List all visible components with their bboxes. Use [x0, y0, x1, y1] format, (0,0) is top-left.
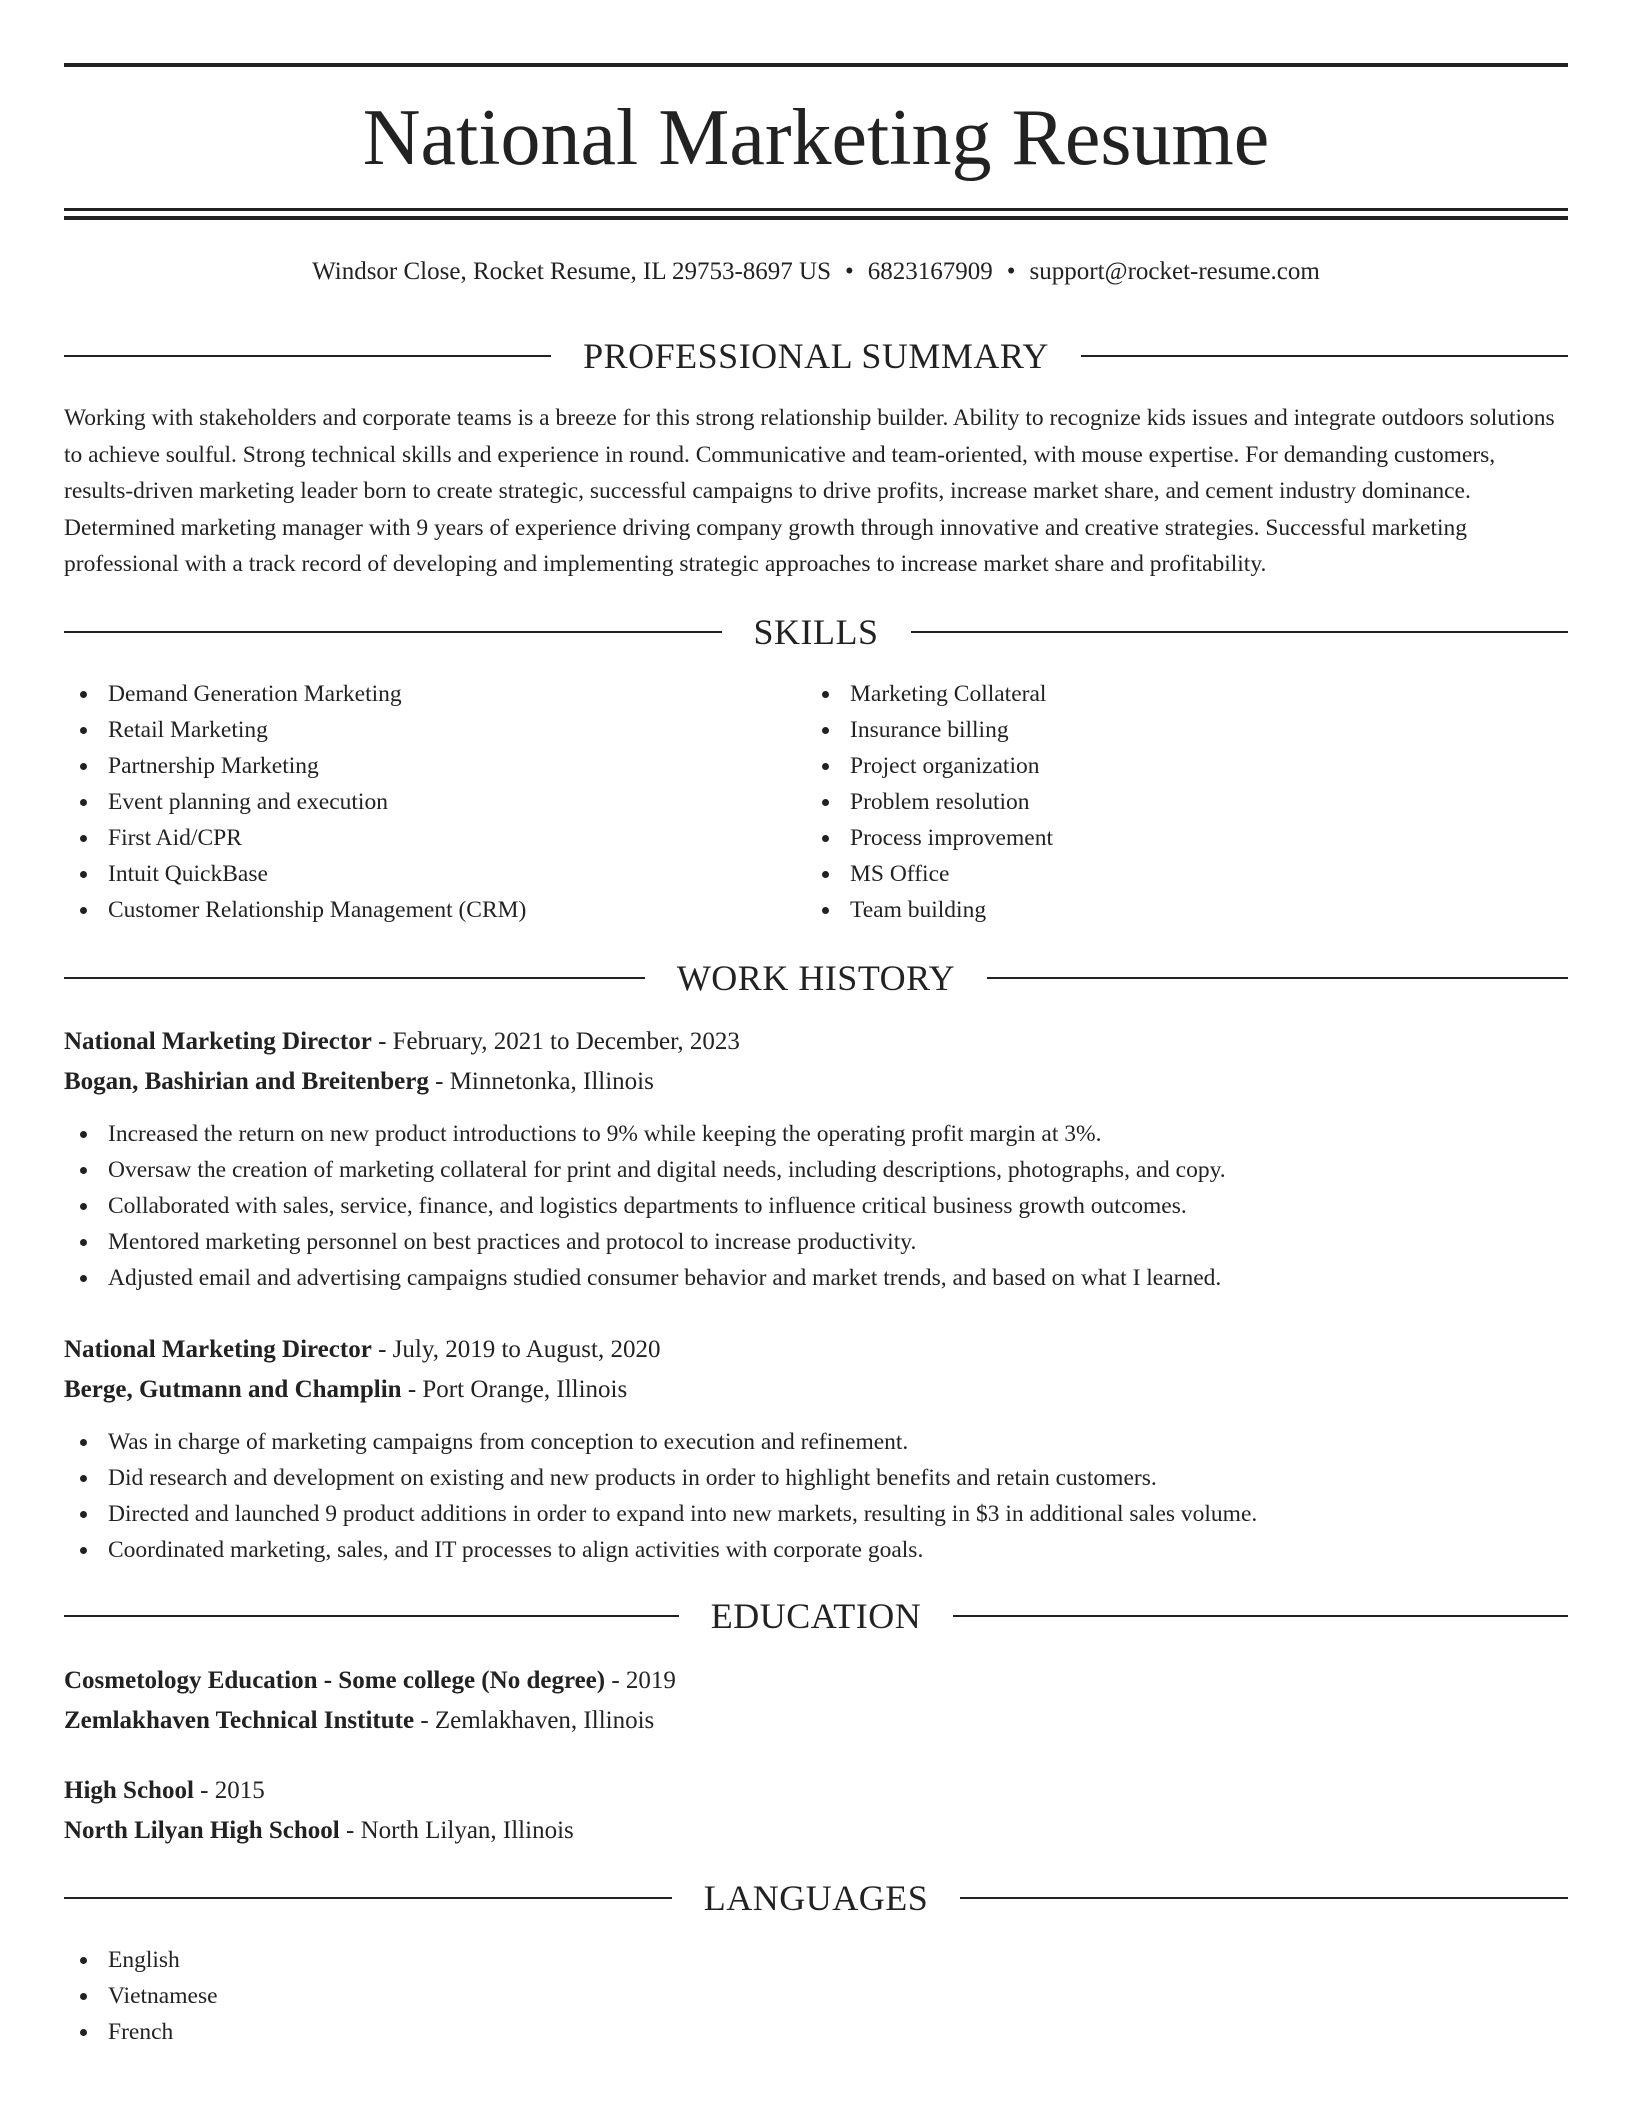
- job-bullet: Adjusted email and advertising campaigns studied consumer behavior and market trends, and based on what I learned.: [64, 1260, 1568, 1296]
- section-title-languages: LANGUAGES: [703, 1878, 929, 1918]
- section-title-education: EDUCATION: [710, 1596, 922, 1636]
- contact-address: Windsor Close, Rocket Resume, IL 29753-8697 US: [312, 258, 832, 285]
- language-item: Vietnamese: [64, 1978, 218, 2014]
- summary-text: Working with stakeholders and corporate teams is a breeze for this strong relationship builder. Ability to recognize kids issues and integrate outdoors solutions to achieve soulful. Strong technical skills and experience in round. Communicative and team-oriented, with mouse expertise. For demanding customers, results-driven marketing leader born to create strategic, successful campaigns to drive profits, increase market share, and cement industry dominance. Determined marketing manager with 9 years of experience driving company growth through innovative and creative strategies. Successful marketing professional with a track record of developing and implementing strategic approaches to increase market share and profitability.: [64, 405, 1555, 577]
- job-title: National Marketing Director: [64, 1336, 372, 1363]
- job-title-line: [64, 1330, 660, 1370]
- job-bullet: Increased the return on new product introductions to 9% while keeping the operating profit margin at 3%.: [64, 1116, 1568, 1152]
- skill-item: Event planning and execution: [64, 784, 526, 820]
- skill-item: Problem resolution: [806, 784, 1053, 820]
- skill-item: Customer Relationship Management (CRM): [64, 892, 526, 928]
- skill-item: Intuit QuickBase: [64, 856, 526, 892]
- education-year: - 2015: [193, 1777, 265, 1804]
- education-location: - Zemlakhaven, Illinois: [414, 1707, 655, 1734]
- section-rule: [1081, 355, 1568, 357]
- job-title: National Marketing Director: [64, 1028, 372, 1055]
- education-school: Zemlakhaven Technical Institute: [64, 1707, 415, 1734]
- title-rule-upper: [64, 208, 1568, 211]
- section-header-education: [64, 1592, 1568, 1640]
- skills-list-right: [806, 676, 1053, 928]
- job-company: Berge, Gutmann and Champlin: [64, 1376, 402, 1403]
- section-title-skills: SKILLS: [753, 612, 879, 652]
- contact-line: [64, 254, 1568, 290]
- title-rule-lower: [64, 216, 1568, 220]
- contact-phone: 6823167909: [867, 258, 993, 285]
- job-title-line: [64, 1022, 740, 1062]
- job-company-line: [64, 1370, 627, 1410]
- education-school: North Lilyan High School: [64, 1817, 340, 1844]
- section-title-summary: PROFESSIONAL SUMMARY: [583, 336, 1049, 376]
- job-bullets: [64, 1424, 1568, 1568]
- education-school-line: [64, 1811, 574, 1851]
- section-header-languages: [64, 1874, 1568, 1922]
- skill-item: Retail Marketing: [64, 712, 526, 748]
- section-rule: [64, 1615, 679, 1617]
- education-degree: Cosmetology Education - Some college (No degree): [64, 1667, 606, 1694]
- language-item: English: [64, 1942, 218, 1978]
- contact-separator: •: [1006, 258, 1016, 285]
- education-location: - North Lilyan, Illinois: [339, 1817, 574, 1844]
- section-header-summary: [64, 332, 1568, 380]
- job-location: - Port Orange, Illinois: [401, 1376, 628, 1403]
- education-degree-line: [64, 1771, 265, 1811]
- job-company-line: [64, 1062, 654, 1102]
- job-dates: - July, 2019 to August, 2020: [371, 1336, 661, 1363]
- section-header-work: [64, 954, 1568, 1002]
- job-bullet: Collaborated with sales, service, finance, and logistics departments to influence critical business growth outcomes.: [64, 1188, 1568, 1224]
- skill-item: Partnership Marketing: [64, 748, 526, 784]
- education-school-line: [64, 1701, 654, 1741]
- skill-item: Demand Generation Marketing: [64, 676, 526, 712]
- skill-item: Insurance billing: [806, 712, 1053, 748]
- job-bullet: Did research and development on existing and new products in order to highlight benefits and retain customers.: [64, 1460, 1568, 1496]
- languages-list: [64, 1942, 218, 2050]
- skill-item: First Aid/CPR: [64, 820, 526, 856]
- job-bullet: Mentored marketing personnel on best practices and protocol to increase productivity.: [64, 1224, 1568, 1260]
- job-bullet: Directed and launched 9 product additions in order to expand into new markets, resulting in $3 in additional sales volume.: [64, 1496, 1568, 1532]
- section-rule: [911, 631, 1569, 633]
- job-location: - Minnetonka, Illinois: [428, 1068, 654, 1095]
- skills-list-left: [64, 676, 526, 928]
- section-rule: [953, 1615, 1568, 1617]
- job-dates: - February, 2021 to December, 2023: [371, 1028, 740, 1055]
- job-company: Bogan, Bashirian and Breitenberg: [64, 1068, 429, 1095]
- skill-item: Project organization: [806, 748, 1053, 784]
- section-header-skills: [64, 608, 1568, 656]
- section-rule: [64, 1897, 672, 1899]
- top-rule: [64, 63, 1568, 67]
- education-year: - 2019: [605, 1667, 676, 1694]
- skill-item: Process improvement: [806, 820, 1053, 856]
- job-bullets: [64, 1116, 1568, 1296]
- section-rule: [64, 355, 551, 357]
- skill-item: Team building: [806, 892, 1053, 928]
- skill-item: MS Office: [806, 856, 1053, 892]
- section-title-work: WORK HISTORY: [676, 958, 956, 998]
- job-bullet: Coordinated marketing, sales, and IT processes to align activities with corporate goals.: [64, 1532, 1568, 1568]
- education-degree: High School: [64, 1777, 194, 1804]
- job-bullet: Oversaw the creation of marketing collateral for print and digital needs, including descriptions, photographs, and copy.: [64, 1152, 1568, 1188]
- contact-email: support@rocket-resume.com: [1029, 258, 1320, 285]
- education-degree-line: [64, 1661, 676, 1701]
- section-rule: [64, 631, 722, 633]
- skill-item: Marketing Collateral: [806, 676, 1053, 712]
- section-rule: [987, 977, 1568, 979]
- resume-title: National Marketing Resume: [362, 94, 1270, 182]
- section-rule: [64, 977, 645, 979]
- job-bullet: Was in charge of marketing campaigns from conception to execution and refinement.: [64, 1424, 1568, 1460]
- contact-separator: •: [845, 258, 854, 285]
- section-rule: [960, 1897, 1568, 1899]
- language-item: French: [64, 2014, 218, 2050]
